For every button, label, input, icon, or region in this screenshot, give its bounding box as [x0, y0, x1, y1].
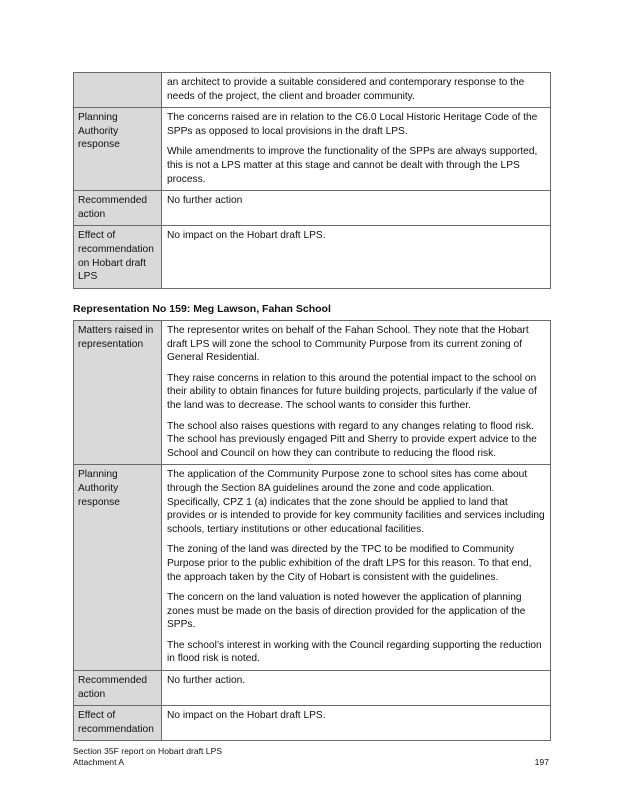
paragraph: No impact on the Hobart draft LPS.	[167, 710, 326, 722]
row-content	[162, 321, 551, 465]
table-row	[74, 108, 551, 191]
table-row	[74, 706, 551, 741]
row-content	[162, 671, 551, 706]
paragraph: The representor writes on behalf of the Fahan School. They note that the Hobart draft LPS will zone the school to Community Purpose from its current zoning of General Residential.	[167, 325, 529, 364]
table-row	[74, 465, 551, 671]
row-content	[162, 108, 551, 191]
table-row	[74, 191, 551, 226]
paragraph: an architect to provide a suitable considered and contemporary response to the needs of the project, the client and broader community.	[167, 77, 525, 102]
table-representation-previous	[73, 72, 551, 289]
paragraph: While amendments to improve the functionality of the SPPs are always supported, this is not a LPS matter at this stage and cannot be dealt with through the LPS process.	[167, 146, 538, 185]
table-representation-159	[73, 320, 551, 741]
page-number: 197	[534, 757, 549, 767]
paragraph: The zoning of the land was directed by the TPC to be modified to Community Purpose prior to the public exhibition of the draft LPS for this reason. To that end, the approach taken by the City of Hobart is consistent with the guidelines.	[167, 544, 532, 583]
paragraph: The school’s interest in working with the Council regarding supporting the reduction in flood risk is noted.	[167, 639, 542, 665]
section-heading: Representation No 159: Meg Lawson, Fahan School	[73, 303, 331, 315]
table-row	[74, 73, 551, 108]
row-label: Planning Authority response	[74, 108, 162, 191]
row-content	[162, 465, 551, 671]
row-content	[162, 191, 551, 226]
table-row	[74, 321, 551, 465]
row-label	[74, 73, 162, 108]
row-label: Effect of recommendation	[74, 706, 162, 741]
row-label: Effect of recommendation on Hobart draft LPS	[74, 226, 162, 288]
paragraph: The application of the Community Purpose zone to school sites has come about through the Section 8A guidelines around the zone and code application. Specifically, CPZ 1 (a) indicates that the zone should be applied to land that provides or is intended to provide for key community facilities and services including schools, tertiary institutions or other educational facilities.	[167, 469, 545, 535]
row-label: Recommended action	[74, 191, 162, 226]
paragraph: No further action	[167, 195, 243, 207]
row-content	[162, 73, 551, 108]
table-row	[74, 226, 551, 288]
row-label: Recommended action	[74, 671, 162, 706]
footer-attachment: Attachment A	[73, 757, 125, 767]
table-row	[74, 671, 551, 706]
row-content	[162, 226, 551, 288]
row-label: Matters raised in representation	[74, 321, 162, 465]
row-label: Planning Authority response	[74, 465, 162, 671]
paragraph: The school also raises questions with regard to any changes relating to flood risk. The school has previously engaged Pitt and Sherry to provide expert advice to the School and Council on how they can contribute to reducing the flood risk.	[167, 420, 537, 459]
row-content	[162, 706, 551, 741]
paragraph: No further action.	[167, 675, 246, 687]
paragraph: The concerns raised are in relation to the C6.0 Local Historic Heritage Code of the SPPs as opposed to local provisions in the draft LPS.	[167, 112, 538, 137]
paragraph: The concern on the land valuation is noted however the application of planning zones must be made on the basis of direction provided for the application of the SPPs.	[167, 592, 526, 631]
paragraph: They raise concerns in relation to this around the potential impact to the school on their ability to obtain finances for future building projects, particularly if the value of the land was to decrease. The school wants to consider this further.	[167, 372, 537, 411]
footer-report-title: Section 35F report on Hobart draft LPS	[73, 746, 223, 756]
paragraph: No impact on the Hobart draft LPS.	[167, 230, 326, 242]
